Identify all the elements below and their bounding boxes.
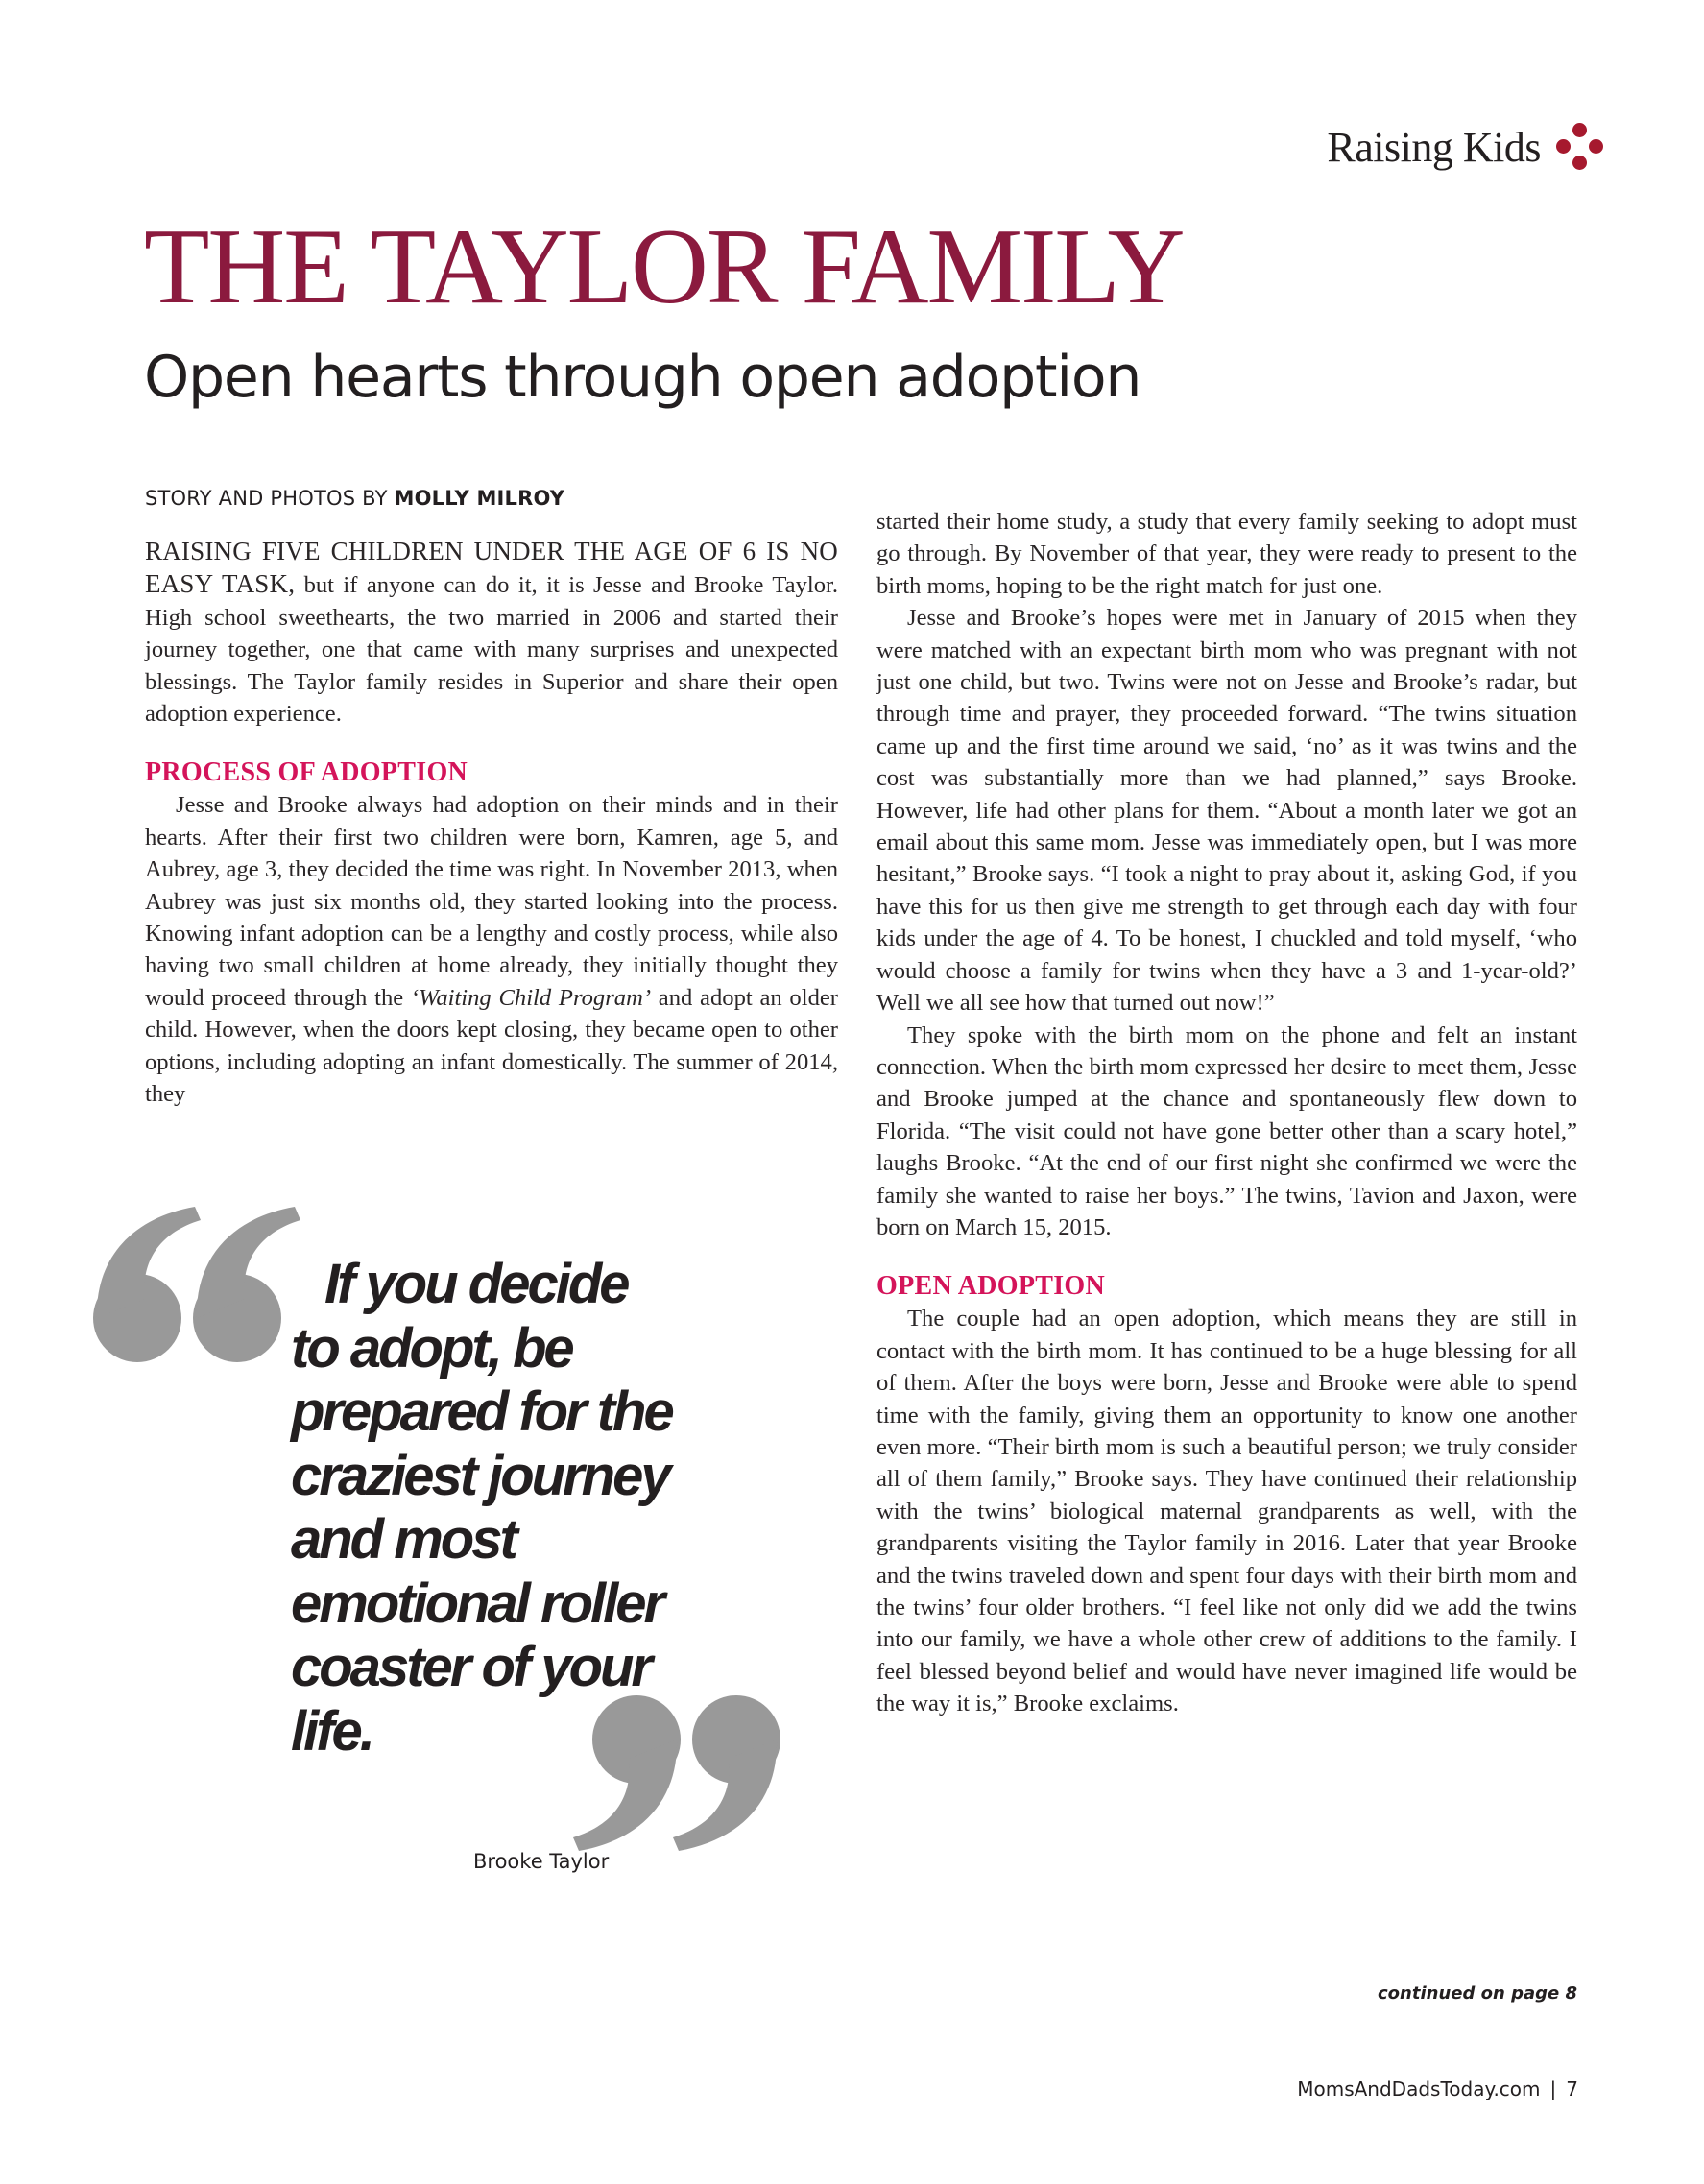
pull-quote-attribution: Brooke Taylor: [473, 1850, 610, 1873]
intro-caps: RAISING FIVE CHILDREN UNDER THE AGE OF 6 IS NO EASY TASK,: [145, 537, 838, 599]
page-footer: [1297, 2077, 1578, 2100]
open-quote-icon: [91, 1205, 302, 1368]
process-text-1: Jesse and Brooke always had adoption on their minds and in their hearts. After their first two children were born, Kamren, age 5, and Aubrey, age 3, they decided the time was right. In November 2013, when Aubrey was just six months old, they started looking into the process. Knowing infant adoption can be a lengthy and costly process, while also having two small children at home already, they initially thought they would proceed through the: [145, 792, 838, 1011]
footer-separator: |: [1549, 2077, 1557, 2100]
byline-prefix: STORY AND PHOTOS BY: [145, 487, 388, 510]
continued-note: continued on page 8: [1378, 1983, 1577, 2004]
process-text-2: and adopt an older child. However, when the doors kept closing, they became open to other options, including adopting an infant domestically. The summer of 2014, they: [145, 984, 838, 1108]
article-title: THE TAYLOR FAMILY: [144, 207, 1184, 326]
section-tag: [1327, 121, 1606, 173]
byline-author: MOLLY MILROY: [394, 487, 565, 510]
page-number: 7: [1566, 2077, 1578, 2100]
process-paragraph: [145, 789, 838, 1110]
open-adoption-paragraph: The couple had an open adoption, which means they are still in contact with the birth mom. It has continued to be a huge blessing for all of them. After the boys were born, Jesse and Brooke were able to spend time with the family, giving them an opportunity to know one another even more. “Their birth mom is such a beautiful person; we truly consider all of them family,” Brooke says. They have continued their relationship with the twins’ biological maternal grandparents as well, with the grandparents visiting the Taylor family in 2016. Later that year Brooke and the twins traveled down and spent four days with their birth mom and the twins’ four older brothers. “I feel like not only did we add the twins into our family, we have a whole other crew of additions to the family. I feel blessed beyond belief and would have never imagined life would be the way it is,” Brooke exclaims.: [876, 1306, 1577, 1717]
pull-quote-text: [291, 1253, 713, 1764]
match-paragraph: Jesse and Brooke’s hopes were met in January of 2015 when they were matched with an expectant birth mom who was pregnant with not just one child, but two. Twins were not on Jesse and Brooke’s radar, but through time and prayer, they proceeded forward. “The twins situation came up and the first time around we said, ‘no’ as it was twins and the cost was substantially more than we had planned,” says Brooke. However, life had other plans for them. “About a month later we got an email about this same mom. Jesse was immediately open, but I was more hesitant,” Brooke says. “I took a night to pray about it, asking God, if you have this for us then give me strength to get through each day with four kids under the age of 4. To be honest, I chuckled and told myself, ‘who would choose a family for twins when they have a 3 and 1-year-old?’ Well we all see how that turned out now!”: [876, 605, 1577, 1017]
four-dot-flower-icon: [1554, 121, 1606, 173]
pull-quote-line-2: to adopt, be prepared for the craziest journey and most emotional roller coaster of your life.: [291, 1316, 672, 1763]
footer-site: MomsAndDadsToday.com: [1297, 2077, 1541, 2100]
pull-quote: [91, 1205, 802, 1896]
intro-text: but if anyone can do it, it is Jesse and Brooke Taylor. High school sweethearts, the two married in 2006 and started their journey together, one that came with many surprises and unexpected blessings. The Taylor family resides in Superior and share their open adoption experience.: [145, 572, 838, 728]
close-quote-icon: [571, 1690, 782, 1853]
section-heading-open-adoption: OPEN ADOPTION: [876, 1271, 1106, 1302]
section-label: Raising Kids: [1327, 123, 1541, 171]
connection-paragraph: They spoke with the birth mom on the phone and felt an instant connection. When the birth mom expressed her desire to meet them, Jesse and Brooke jumped at the chance and spontaneously flew down to Florida. “The visit could not have gone better other than a scary hotel,” laughs Brooke. “At the end of our first night she confirmed we were the family she wanted to raise her boys.” The twins, Tavion and Jaxon, were born on March 15, 2015.: [876, 1021, 1577, 1240]
pull-quote-line-1: If you decide: [324, 1253, 628, 1315]
home-study-paragraph: started their home study, a study that every family seeking to adopt must go through. By November of that year, they were ready to present to the birth moms, hoping to be the right match for just one.: [876, 509, 1577, 599]
section-heading-process: PROCESS OF ADOPTION: [145, 757, 468, 788]
right-column: [876, 506, 1577, 1720]
left-column: [145, 536, 838, 1111]
article-subtitle: Open hearts through open adoption: [144, 344, 1141, 411]
byline: [145, 487, 564, 510]
intro-paragraph: [145, 536, 838, 730]
program-name: ‘Waiting Child Program’: [410, 984, 652, 1011]
